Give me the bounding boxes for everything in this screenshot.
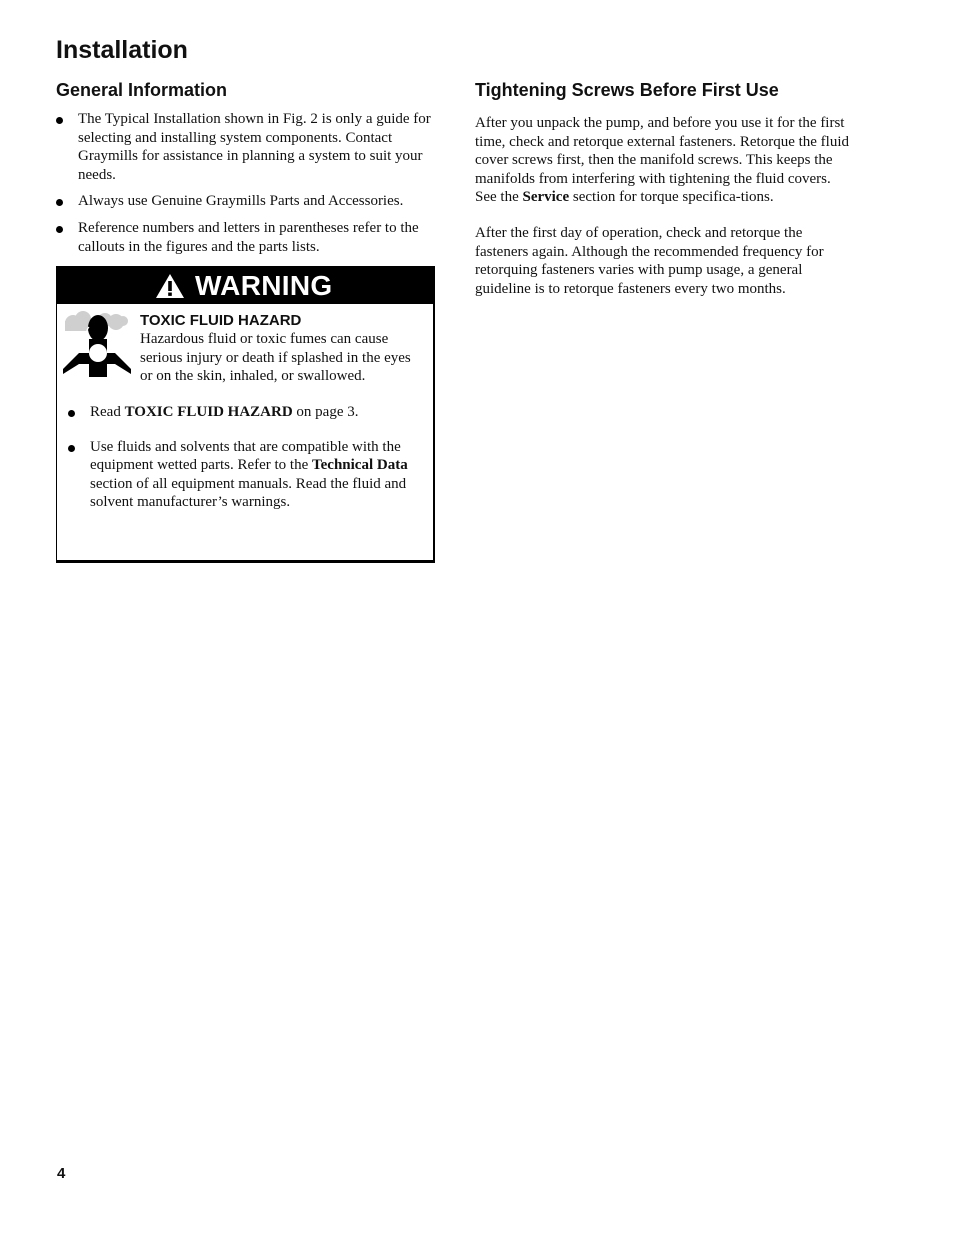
page-title: Installation [56,36,188,64]
warning-list [68,403,428,512]
list-item: Read TOXIC FLUID HAZARD on page 3. [68,403,428,422]
general-information-section [56,80,436,256]
tightening-heading: Tightening Screws Before First Use [475,80,779,100]
tightening-body [475,114,855,298]
bullet-icon [56,117,63,124]
list-item: Always use Genuine Graymills Parts and Accessories. [56,192,436,211]
warning-box [56,266,435,563]
tightening-paragraph: After you unpack the pump, and before you use it for the first time, check and retorque external fasteners. Retorque the fluid cover screws first, then the manifold screws. This keeps the manifolds from interfering with tightening the fluid covers. See the Service section for torque specifica-tions. [475,115,850,206]
warning-label: WARNING [195,269,333,301]
bullet-icon [56,226,63,233]
warning-triangle-icon [155,273,185,299]
warning-header [57,267,433,304]
general-information-list [56,110,436,256]
tightening-section [475,80,855,298]
list-item: Use fluids and solvents that are compatible with the equipment wetted parts. Refer to the Technical Data section of all equipment manuals. Read the fluid and solvent manufacturer’s warnings. [68,438,428,512]
list-item: Reference numbers and letters in parentheses refer to the callouts in the figures and the parts lists. [56,219,436,256]
tightening-paragraph: After the first day of operation, check and retorque the fasteners again. Although the recommended frequency for retorquing fasteners varies with pump usage, a general guideline is to retorque fasteners every two months. [475,224,824,297]
list-item: The Typical Installation shown in Fig. 2 is only a guide for selecting and installing system components. Contact Graymills for assistance in planning a system to suit your needs. [56,110,436,184]
general-information-heading: General Information [56,80,228,100]
page-number: 4 [57,1165,66,1182]
bullet-icon [68,410,75,417]
toxic-fume-hazard-icon [61,309,133,377]
hazard-title: TOXIC FLUID HAZARD [140,312,302,329]
hazard-description: Hazardous fluid or toxic fumes can cause serious injury or death if splashed in the eyes or on the skin, inhaled, or swallowed. [140,331,411,385]
bullet-icon [68,445,75,452]
bullet-icon [56,199,63,206]
